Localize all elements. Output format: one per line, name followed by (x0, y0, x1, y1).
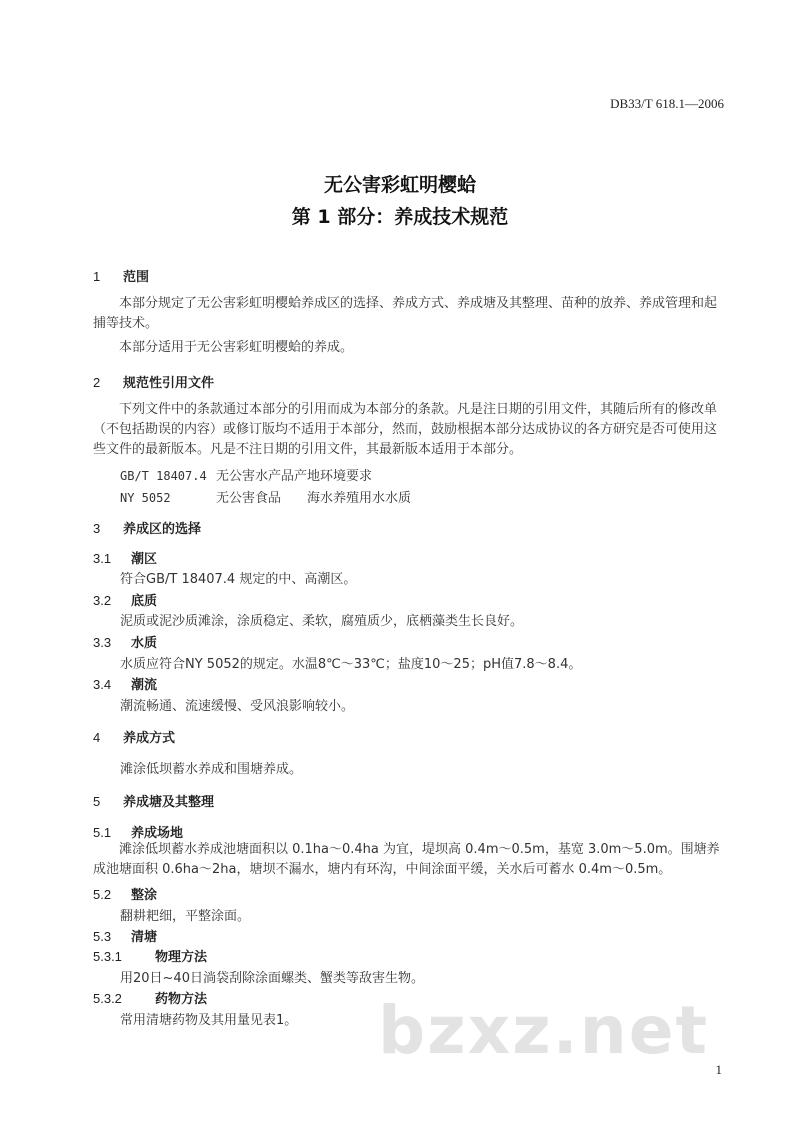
section-title: 养成方式 (123, 731, 176, 746)
subsection-title: 整涂 (131, 888, 158, 903)
subsection-heading (93, 884, 157, 903)
document-subtitle: 第 1 部分：养成技术规范 (291, 206, 509, 228)
subsection-number: 3.1 (93, 551, 112, 566)
subsection-heading (93, 926, 157, 945)
section-2-heading (93, 372, 214, 391)
subsubsection-number: 5.3.1 (93, 949, 122, 964)
subsection-text: 符合GB/T 18407.4 规定的中、高潮区。 (120, 572, 357, 587)
subsection-number: 3.2 (93, 593, 112, 608)
subsection-number: 5.1 (93, 825, 112, 840)
subsection-heading (93, 590, 157, 609)
subsection-heading (93, 822, 183, 841)
subsection-title: 水质 (131, 636, 158, 651)
section-title: 养成区的选择 (123, 522, 202, 537)
reference-code: GB/T 18407.4 (120, 469, 207, 483)
subsection-title: 养成场地 (131, 826, 184, 841)
section-title: 范围 (123, 270, 150, 285)
section-number: 4 (93, 730, 101, 745)
subsection-number: 5.2 (93, 887, 112, 902)
reference-code: NY 5052 (120, 491, 171, 505)
subsection-text: 潮流畅通、流速缓慢、受风浪影响较小。 (120, 699, 355, 714)
reference-title: 无公害水产品产地环境要求 (216, 469, 373, 484)
paragraph: 本部分规定了无公害彩虹明樱蛤养成区的选择、养成方式、养成塘及其整理、苗种的放养、养成管理和起捕等技术。 (93, 296, 718, 331)
paragraph: 下列文件中的条款通过本部分的引用而成为本部分的条款。凡是注日期的引用文件，其随后所有的修改单（不包括勘误的内容）或修订版均不适用于本部分，然而，鼓励根据本部分达成协议的各方研究是否可使用这些文件的最新版本。凡是不注日期的引用文件，其最新版本适用于本部分。 (93, 402, 718, 457)
subsection-heading (93, 548, 157, 567)
subsection-text: 水质应符合NY 5052的规定。水温8℃～33℃；盐度10～25；pH值7.8～8.4。 (120, 657, 582, 672)
section-number: 1 (93, 269, 101, 284)
section-4-heading (93, 727, 175, 746)
section-1-heading (93, 266, 149, 285)
subsubsection-heading (93, 988, 207, 1007)
subsubsection-title: 药物方法 (155, 992, 208, 1007)
section-number: 2 (93, 375, 101, 390)
subsection-heading (93, 632, 157, 651)
subsection-title: 潮区 (131, 552, 158, 567)
reference-item (120, 465, 372, 484)
subsection-number: 5.3 (93, 929, 112, 944)
subsubsection-heading (93, 946, 207, 965)
subsection-text: 常用清塘药物及其用量见表1。 (120, 1013, 298, 1028)
subsubsection-title: 物理方法 (155, 950, 208, 965)
section-title: 养成塘及其整理 (123, 795, 215, 810)
subsection-text: 用20日~40日淌袋刮除涂面螺类、蟹类等敌害生物。 (120, 971, 424, 986)
document-title: 无公害彩虹明樱蛤 (323, 174, 476, 196)
section-number: 3 (93, 521, 101, 536)
paragraph: 本部分适用于无公害彩虹明樱蛤的养成。 (119, 340, 354, 355)
subsection-text: 翻耕耙细，平整涂面。 (120, 909, 251, 924)
subsection-title: 清塘 (131, 930, 158, 945)
subsection-heading (93, 674, 157, 693)
paragraph: 滩涂低坝蓄水养成和围塘养成。 (120, 762, 303, 777)
subsection-number: 3.4 (93, 677, 112, 692)
subsection-number: 3.3 (93, 635, 112, 650)
paragraph: 滩涂低坝蓄水养成池塘面积以 0.1ha～0.4ha 为宜，堤坝高 0.4m～0.5m，基宽 3.0m～5.0m。围塘养成池塘面积 0.6ha～2ha，塘坝不漏水，塘内有环沟，中间涂面平缓，关水后可蓄水 0.4m～0.5m。 (93, 842, 720, 877)
document-code: DB33/T 618.1—2006 (610, 96, 724, 111)
section-5-heading (93, 791, 214, 810)
page-number: 1 (715, 1062, 722, 1077)
section-3-heading (93, 518, 201, 537)
section-title: 规范性引用文件 (123, 376, 215, 391)
subsection-text: 泥质或泥沙质滩涂，涂质稳定、柔软，腐殖质少，底栖藻类生长良好。 (120, 614, 524, 629)
section-number: 5 (93, 794, 101, 809)
subsubsection-number: 5.3.2 (93, 991, 122, 1006)
subsection-title: 潮流 (131, 678, 158, 693)
watermark: bzxz.net (378, 992, 710, 1069)
reference-title: 无公害食品 海水养殖用水水质 (216, 491, 412, 506)
subsection-title: 底质 (131, 594, 158, 609)
reference-item (120, 487, 411, 506)
